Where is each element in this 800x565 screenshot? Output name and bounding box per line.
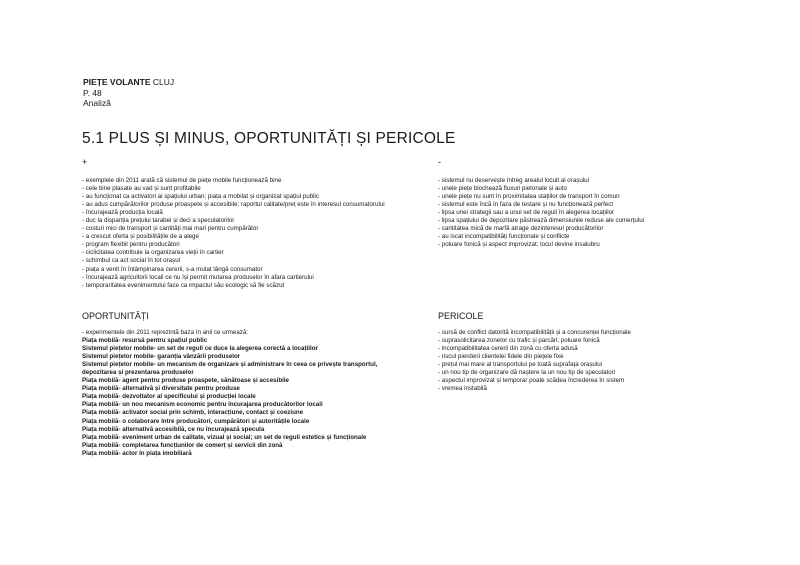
list-item: - încurajează producția locală: [82, 209, 163, 217]
list-item: - încurajează agricultorii locali ce nu își permit mutarea produselor în afara cartierului: [82, 273, 314, 281]
page-header: [83, 77, 174, 109]
list-item: - vremea instabilă: [438, 385, 487, 393]
list-item: - exemplele din 2011 arată că sistemul de piețe mobile funcționează bine: [82, 177, 282, 184]
list-item: - riscul pierderii clientelei fidele din piețele fixe: [438, 353, 564, 361]
list-item: Piața mobilă- activator social prin schimb, interacțiune, contact și coeziune: [82, 409, 304, 417]
list-item: Piața mobilă- eveniment urban de calitate, vizual și social; un set de reguli estetice și funcționale: [82, 433, 367, 441]
project-name: [83, 77, 174, 88]
list-item: Piața mobilă- actor în piața imobiliară: [82, 449, 192, 457]
list-item: - prețul mai mare al transportului pe toată suprafața orașului: [438, 361, 603, 369]
page-number: P. 48: [83, 87, 102, 98]
list-item: - ciclicitatea contribuie la organizarea vieții în cartier: [82, 249, 224, 257]
list-item: Piața mobilă- o colaborare între producători, cumpărători și autoritățile locale: [82, 417, 310, 425]
opportunities-heading: OPORTUNITĂȚI: [82, 311, 149, 321]
opportunities-column: [82, 311, 377, 458]
list-item: - sistemul este încă în faza de testare și nu funcționează perfect: [438, 201, 614, 209]
list-item: - incompatibilitatea cererii din zonă cu oferta adusă: [438, 345, 578, 353]
list-item: - sursă de conflict datorită incompatibilității și a concurenței funcționale: [438, 329, 631, 336]
list-item: - experimentele din 2011 reprezintă baza în anii ce urmează:: [82, 329, 249, 336]
plus-list: [82, 177, 385, 290]
list-item: - aspectul improvizat și temporar poate scădea încrederea în sistem: [438, 377, 625, 385]
list-item: Piața mobilă- completarea funcțiunilor de comerț și servicii din zonă: [82, 441, 283, 449]
risks-column: [438, 311, 631, 393]
list-item: - cele bine plasate au vad și sunt profitabile: [82, 185, 201, 193]
project-name-bold: PIEȚE VOLANTE: [83, 77, 151, 87]
risks-heading: PERICOLE: [438, 311, 484, 321]
list-item: - a crescut oferta și posibilitățile de a alege: [82, 233, 199, 241]
risks-list: [438, 329, 631, 393]
list-item: - au iscat incompatibilități funcționale și conflicte: [438, 233, 570, 241]
list-item: - unele piețe blochează fluxuri pietonale și auto: [438, 185, 567, 193]
list-item: Sistemul piețelor mobile- un mecanism de organizare și administrare în ceea ce privește transportul,: [82, 361, 378, 369]
list-item: - poluare fonică și aspect improvizat; locul devine insalubru: [438, 241, 600, 249]
list-item: - sistemul nu deservește întreg arealul locuit al orașului: [438, 177, 589, 184]
list-item: - temporaritatea evenimentului face ca impactul său ecologic să fie scăzut: [82, 281, 285, 289]
page-title: 5.1 PLUS ȘI MINUS, OPORTUNITĂȚI ȘI PERICOLE: [82, 130, 456, 147]
section-name: Analiză: [83, 98, 111, 108]
list-item: Piața mobilă- un nou mecanism economic pentru încurajarea producătorilor locali: [82, 401, 323, 409]
list-item: depozitarea și prezentarea produselor: [82, 369, 194, 377]
project-city: CLUJ: [150, 77, 175, 87]
plus-column: [82, 157, 385, 290]
list-item: - unele piețe nu sunt în proximitatea stațiilor de transport în comun: [438, 193, 620, 201]
list-item: Sistemul piețelor mobile- garanția vânzării produselor: [82, 353, 241, 361]
list-item: Piața mobilă- dezvoltator al specificului și producției locale: [82, 393, 256, 401]
list-item: - duc la dispariția prețului tarabei și deci a speculatorilor: [82, 217, 235, 225]
list-item: Piața mobilă- agent pentru produse proaspete, sănătoase și accesibile: [82, 377, 290, 385]
plus-heading: +: [82, 157, 88, 167]
list-item: - program flexibil pentru producători: [82, 241, 180, 249]
list-item: - costuri mici de transport și cantități mai mari pentru cumpărător: [82, 225, 259, 233]
minus-column: [438, 157, 644, 249]
list-item: Sistemul piețelor mobile- un set de reguli ce duce la alegerea corectă a locațiilor: [82, 345, 318, 353]
list-item: - au adus cumpărătorilor produse proaspete și accesibile; raportul calitate/preț este în interesul consumatorului: [82, 201, 385, 209]
list-item: - lipsa unei strategii sau a unui set de reguli în alegerea locațiilor: [438, 209, 615, 217]
list-item: - un nou tip de organizare dă naștere la un nou tip de speculatori: [438, 369, 616, 377]
list-item: Piața mobilă- alternativă accesibilă, ce nu încurajează specula: [82, 425, 265, 433]
list-item: - piața a venit în întâmpinarea cererii, s-a mutat lângă consumator: [82, 265, 263, 273]
list-item: Piața mobilă- resursă pentru spațiul public: [82, 337, 208, 345]
list-item: - au funcționat ca activatori ai spațiului urban; piața a mobilat și organizat spațiul public: [82, 193, 319, 201]
minus-list: [438, 177, 644, 249]
opportunities-list: [82, 329, 377, 458]
list-item: - schimbul ca act social în tot orașul: [82, 257, 181, 265]
list-item: - lipsa spațiului de depozitare păstrează dimensiunile reduse ale comerțului: [438, 217, 645, 225]
minus-heading: -: [438, 157, 441, 167]
list-item: - suprasolicitarea zonelor cu trafic și parcări; poluare fonică: [438, 337, 600, 345]
list-item: Piața mobilă- alternativă și diversitate pentru produse: [82, 385, 240, 393]
list-item: - cantitatea mică de marfă atrage dezinteresul producătorilor: [438, 225, 604, 233]
